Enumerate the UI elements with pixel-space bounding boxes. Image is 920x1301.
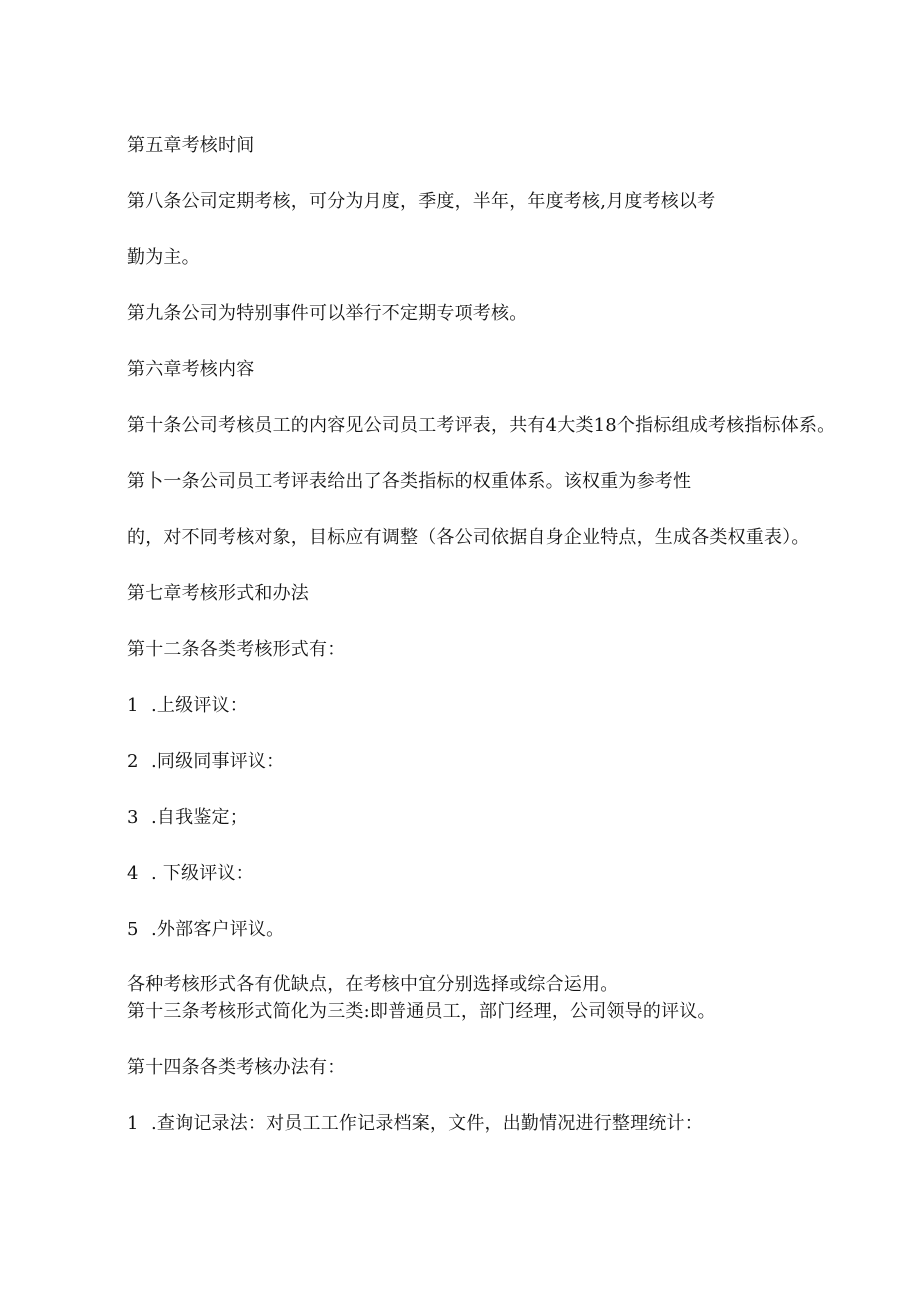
article-11-line-1: 第卜一条公司员工考评表给出了各类指标的权重体系。该权重为参考性 [127,471,692,492]
list-item-number: 1 [127,1113,139,1134]
article-12: 第十二条各类考核形式有： [127,639,346,660]
list-item-number: 3 [127,807,139,828]
article-8-line-1: 第八条公司定期考核，可分为月度，季度，半年，年度考核,月度考核以考 [127,191,716,212]
list-item-number: 2 [127,751,139,772]
list-item-text: .外部客户评议。 [151,919,285,940]
article-8-line-2: 勤为主。 [127,247,200,268]
article-10: 第十条公司考核员工的内容见公司员工考评表，共有4大类18个指标组成考核指标体系。 [127,415,836,436]
article-14: 第十四条各类考核办法有： [127,1057,346,1078]
list-item [127,806,248,830]
chapter-5-heading: 第五章考核时间 [127,135,255,156]
article-13: 第十三条考核形式简化为三类:即普通员工，部门经理，公司领导的评议。 [127,1001,716,1022]
list-item-number: 5 [127,919,139,940]
list-item-text: .自我鉴定； [151,807,248,828]
list-item [127,1112,703,1136]
list-item-number: 1 [127,695,139,716]
article-11-line-2: 的，对不同考核对象，目标应有调整（各公司依据自身企业特点，生成各类权重表）。 [127,527,810,548]
list-item-text: . 下级评议： [151,863,254,884]
forms-note: 各种考核形式各有优缺点，在考核中宜分别选择或综合运用。 [127,974,619,995]
chapter-6-heading: 第六章考核内容 [127,359,255,380]
article-9: 第九条公司为特别事件可以举行不定期专项考核。 [127,303,528,324]
list-item [127,750,284,774]
chapter-7-heading: 第七章考核形式和办法 [127,583,309,604]
list-item-number: 4 [127,863,139,884]
list-item-text: .同级同事评议： [151,751,285,772]
list-item [127,694,248,718]
list-item [127,918,284,942]
list-item-text: .查询记录法：对员工工作记录档案，文件，出勤情况进行整理统计： [151,1113,703,1134]
list-item-text: .上级评议： [151,695,248,716]
list-item [127,862,254,886]
